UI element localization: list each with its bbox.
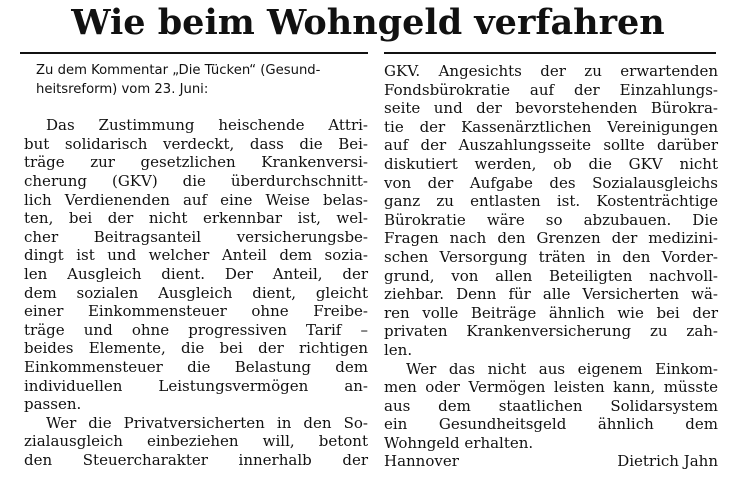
body-line: GKV. Angesichts der zu erwartenden (384, 62, 718, 80)
body-line: zialausgleich einbeziehen will, betont (24, 432, 368, 451)
body-line: seite und der bevorstehenden Bürokra- (384, 99, 718, 118)
signature-name: Dietrich Jahn (617, 452, 718, 471)
body-line: len. (384, 340, 413, 359)
body-line: Wohngeld erhalten. (384, 433, 534, 452)
intro-text (36, 62, 368, 99)
intro-gap (24, 99, 368, 116)
headline-rule-right (384, 52, 716, 54)
body-line: auf der Auszahlungsseite sollte darüber (384, 136, 718, 155)
body-line: men oder Vermögen leisten kann, müsste (384, 378, 718, 397)
body-line: Bürokratie wäre so abzubauen. Die (384, 210, 718, 229)
body-line: individuellen Leistungsvermögen an- (24, 376, 368, 395)
body-line: ein Gesundheitsgeld ähnlich dem (384, 415, 718, 434)
body-line: Fragen nach den Grenzen der medizini- (384, 229, 718, 248)
body-line: ren volle Beiträge ähnlich wie bei der (384, 303, 718, 322)
signature-city: Hannover (384, 452, 459, 471)
headline: Wie beim Wohngeld verfahren (71, 2, 665, 43)
body-line: einer Einkommensteuer ohne Freibe- (24, 302, 368, 321)
intro-line: heitsreform) vom 23. Juni: (36, 81, 209, 97)
body-line: but solidarisch verdeckt, dass die Bei- (24, 134, 368, 153)
signature (384, 452, 718, 471)
intro-line: Zu dem Kommentar „Die Tücken“ (Gesund- (36, 63, 321, 78)
body-line: Fondsbürokratie auf der Einzahlungs- (384, 80, 718, 99)
body-line: passen. (24, 395, 82, 414)
body-line: lich Verdienenden auf eine Weise belas- (24, 190, 368, 209)
body-line: aus dem staatlichen Solidarsystem (384, 396, 718, 415)
body-line: Wer das nicht aus eigenem Einkom- (406, 359, 718, 378)
body-line: ganz zu entlasten ist. Kostenträchtige (384, 192, 718, 211)
body-line: cher Beitragsanteil versicherungsbe- (24, 227, 368, 246)
body-line: ten, bei der nicht erkennbar ist, wel- (24, 209, 368, 228)
body-line: dingt ist und welcher Anteil dem sozia- (24, 246, 368, 265)
body-line: den Steuercharakter innerhalb der (24, 450, 368, 469)
body-line: Einkommensteuer die Belastung dem (24, 357, 368, 376)
body-line: Das Zustimmung heischende Attri- (46, 116, 368, 135)
body-line: träge zur gesetzlichen Krankenversi- (24, 153, 368, 172)
body-line: grund, von allen Beteiligten nachvoll- (384, 266, 718, 285)
body-line: beides Elemente, die bei der richtigen (24, 339, 368, 358)
body-line: privaten Krankenversicherung zu zah- (384, 322, 718, 341)
body-line: dem sozialen Ausgleich dient, gleicht (24, 283, 368, 302)
left-column (24, 62, 368, 469)
body-line: träge und ohne progressiven Tarif – (24, 320, 368, 339)
left-body-text (24, 116, 368, 469)
body-line: von der Aufgabe des Sozialausgleichs (384, 173, 718, 192)
right-column (384, 62, 718, 471)
right-body-text (384, 62, 718, 452)
body-line: tie der Kassenärztlichen Vereinigungen (384, 117, 718, 136)
body-line: Wer die Privatversicherten in den So- (46, 413, 368, 432)
body-line: schen Versorgung träten in den Vorder- (384, 247, 718, 266)
body-line: cherung (GKV) die überdurchschnitt- (24, 171, 368, 190)
headline-rule-left (20, 52, 368, 54)
body-line: ziehbar. Denn für alle Versicherten wä- (384, 285, 718, 304)
body-line: len Ausgleich dient. Der Anteil, der (24, 264, 368, 283)
body-line: diskutiert werden, ob die GKV nicht (384, 154, 718, 173)
